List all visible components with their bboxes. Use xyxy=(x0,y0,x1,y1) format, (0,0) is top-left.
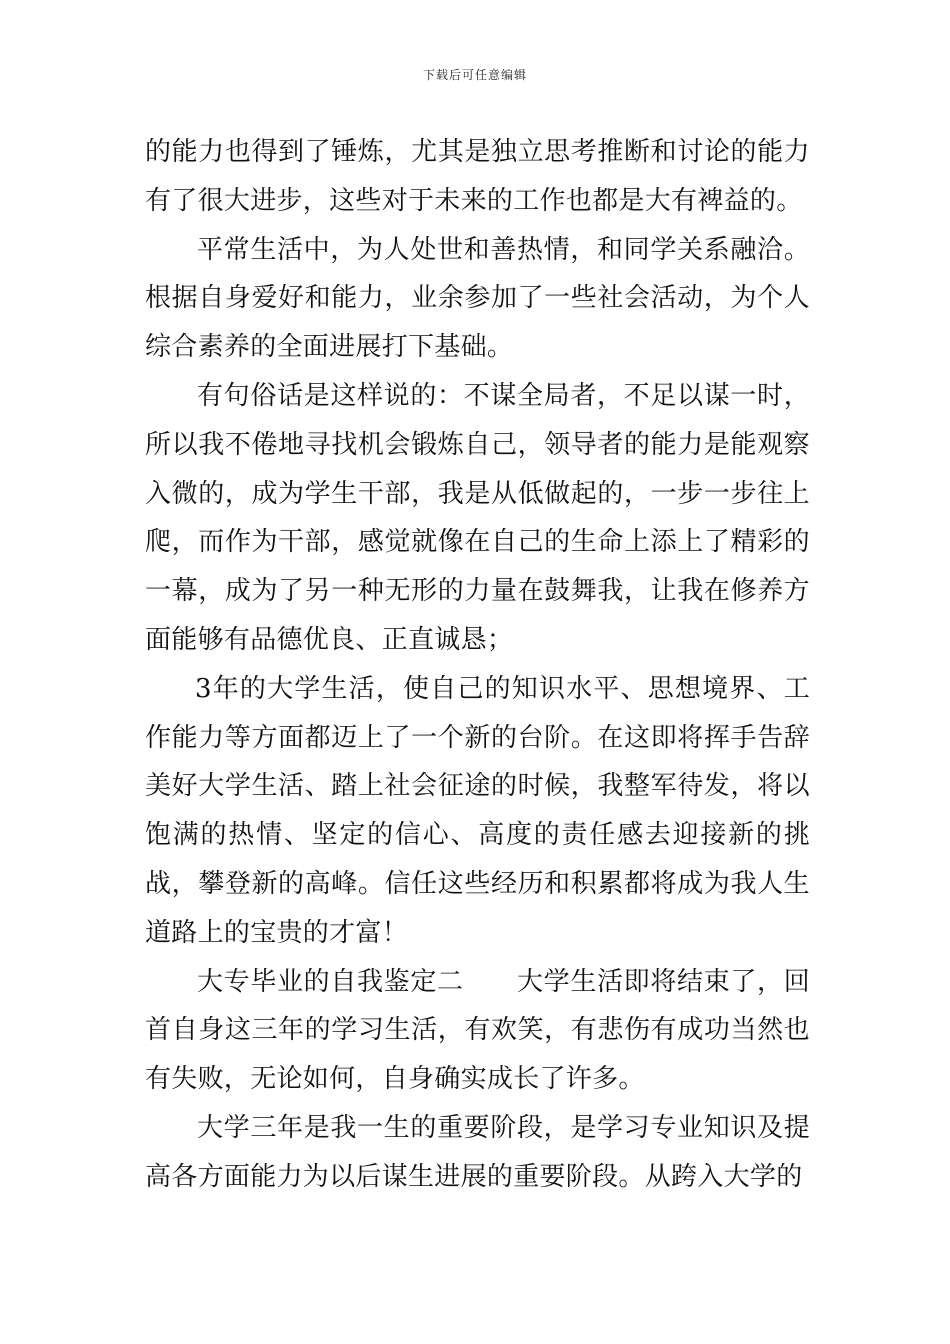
paragraph-three-years: 3年的大学生活，使自己的知识水平、思想境界、工作能力等方面都迈上了一个新的台阶。在这即将挥手告辞美好大学生活、踏上社会征途的时候，我整军待发，将以饱满的热情、坚定的信心、高度的责任感去迎接新的挑战，攀登新的高峰。信任这些经历和积累都将成为我人生道路上的宝贵的才富！ xyxy=(145,673,810,948)
paragraph-continuation: 的能力也得到了锤炼，尤其是独立思考推断和讨论的能力有了很大进步，这些对于未来的工作也都是大有裨益的。 xyxy=(145,137,810,216)
paragraph-leadership: 有句俗话是这样说的：不谋全局者，不足以谋一时，所以我不倦地寻找机会锻炼自己，领导者的能力是能观察入微的，成为学生干部，我是从低做起的，一步一步往上爬，而作为干部，感觉就像在自己的生命上添上了精彩的一幕，成为了另一种无形的力量在鼓舞我，让我在修养方面能够有品德优良、正直诚恳； xyxy=(145,380,810,655)
paragraph-college-stage: 大学三年是我一生的重要阶段，是学习专业知识及提高各方面能力为以后谋生进展的重要阶段。从跨入大学的 xyxy=(145,1112,810,1192)
paragraph-daily-life: 平常生活中，为人处世和善热情，和同学关系融洽。根据自身爱好和能力，业余参加了一些社会活动，为个人综合素养的全面进展打下基础。 xyxy=(145,234,810,363)
paragraph-appraisal-two: 大专毕业的自我鉴定二 大学生活即将结束了，回首自身这三年的学习生活，有欢笑，有悲伤有成功当然也有失败，无论如何，自身确实成长了许多。 xyxy=(145,966,810,1095)
page-header-note: 下载后可任意编辑 xyxy=(422,68,527,82)
document-body xyxy=(145,128,810,1202)
